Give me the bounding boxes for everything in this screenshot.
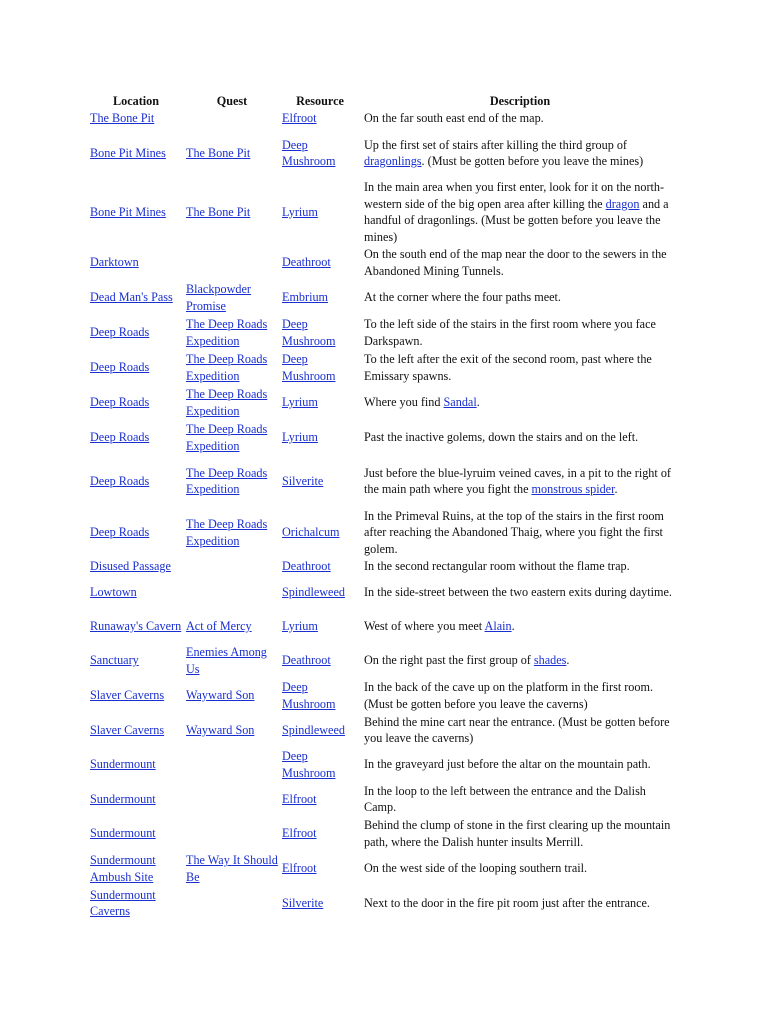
table-header-row bbox=[88, 93, 680, 110]
location-cell bbox=[88, 575, 184, 609]
location-cell bbox=[88, 782, 184, 816]
table-row bbox=[88, 678, 680, 713]
location-cell bbox=[88, 558, 184, 575]
header-description: Description bbox=[489, 94, 551, 109]
resource-link[interactable]: Silverite bbox=[282, 473, 324, 488]
resource-cell bbox=[280, 507, 360, 558]
location-cell bbox=[88, 385, 184, 420]
quest-cell bbox=[184, 886, 280, 920]
quest-cell bbox=[184, 127, 280, 179]
resource-link[interactable]: Deep Mushroom bbox=[282, 137, 336, 168]
table-row bbox=[88, 455, 680, 507]
resource-cell bbox=[280, 420, 360, 455]
description-text: To the left after the exit of the second room, past where the Emissary spawns. bbox=[364, 352, 652, 383]
quest-link[interactable]: Act of Mercy bbox=[186, 618, 252, 633]
description-text: . bbox=[614, 482, 618, 496]
location-link[interactable]: Darktown bbox=[90, 255, 139, 270]
table-row bbox=[88, 575, 680, 609]
resource-cell bbox=[280, 782, 360, 816]
description-link[interactable]: Sandal bbox=[443, 395, 477, 410]
location-link[interactable]: Slaver Caverns bbox=[90, 688, 165, 703]
description-text: In the Primeval Ruins, at the top of the stairs in the first room after reaching the Abandoned Thaig, where you fight the first golem. bbox=[364, 508, 664, 556]
location-link[interactable]: Sundermount bbox=[90, 826, 156, 841]
location-cell bbox=[88, 747, 184, 782]
resource-cell bbox=[280, 678, 360, 713]
table-row bbox=[88, 315, 680, 350]
resource-link[interactable]: Deathroot bbox=[282, 255, 331, 270]
resource-cell bbox=[280, 747, 360, 782]
quest-cell bbox=[184, 575, 280, 609]
quest-link[interactable]: The Deep Roads Expedition bbox=[186, 317, 268, 348]
table-row bbox=[88, 713, 680, 747]
resource-cell bbox=[280, 851, 360, 886]
location-link[interactable]: Sundermount bbox=[90, 791, 156, 806]
table-row bbox=[88, 558, 680, 575]
header-location: Location bbox=[112, 94, 160, 109]
description-cell bbox=[360, 643, 680, 678]
quest-link[interactable]: Wayward Son bbox=[186, 688, 255, 703]
description-cell bbox=[360, 385, 680, 420]
location-link[interactable]: Deep Roads bbox=[90, 525, 150, 540]
description-text: On the far south east end of the map. bbox=[364, 111, 544, 126]
resource-cell bbox=[280, 280, 360, 315]
description-link[interactable]: Alain bbox=[484, 618, 512, 633]
description-text: On the right past the first group of bbox=[364, 653, 534, 668]
description-text: . bbox=[476, 395, 480, 410]
resource-link[interactable]: Spindleweed bbox=[282, 722, 345, 737]
location-cell bbox=[88, 280, 184, 315]
description-cell bbox=[360, 179, 680, 245]
description-text: Next to the door in the fire pit room just after the entrance. bbox=[364, 895, 650, 910]
description-cell bbox=[360, 747, 680, 782]
description-cell bbox=[360, 713, 680, 747]
description-text: In the second rectangular room without the flame trap. bbox=[364, 559, 630, 574]
quest-cell bbox=[184, 643, 280, 678]
location-cell bbox=[88, 245, 184, 280]
resource-link[interactable]: Deathroot bbox=[282, 653, 331, 668]
herb-location-table-wrapper bbox=[88, 93, 680, 920]
quest-cell bbox=[184, 816, 280, 851]
description-text: In the loop to the left between the entrance and the Dalish Camp. bbox=[364, 783, 646, 814]
resource-cell bbox=[280, 643, 360, 678]
resource-link[interactable]: Lyrium bbox=[282, 618, 318, 633]
location-cell bbox=[88, 127, 184, 179]
location-cell bbox=[88, 420, 184, 455]
resource-link[interactable]: Elfroot bbox=[282, 111, 317, 126]
resource-link[interactable]: Elfroot bbox=[282, 791, 317, 806]
description-text: Behind the mine cart near the entrance. (Must be gotten before you leave the caverns) bbox=[364, 714, 670, 745]
quest-link[interactable]: Enemies Among Us bbox=[186, 645, 267, 676]
quest-cell bbox=[184, 350, 280, 385]
location-cell bbox=[88, 609, 184, 643]
description-text: On the west side of the looping southern trail. bbox=[364, 861, 588, 876]
table-row bbox=[88, 886, 680, 920]
header-quest: Quest bbox=[216, 94, 248, 109]
location-cell bbox=[88, 816, 184, 851]
table-row bbox=[88, 127, 680, 179]
quest-cell bbox=[184, 420, 280, 455]
location-link[interactable]: Sundermount Ambush Site bbox=[90, 853, 156, 884]
description-text: West of where you meet bbox=[364, 618, 485, 633]
location-cell bbox=[88, 678, 184, 713]
description-text: Just before the blue-lyruim veined caves, in a pit to the right of the main path where you fight the bbox=[364, 465, 671, 496]
description-text: and a handful of dragonlings. (Must be gotten before you leave the mines) bbox=[364, 196, 669, 244]
description-cell bbox=[360, 558, 680, 575]
quest-cell bbox=[184, 747, 280, 782]
location-link[interactable]: Deep Roads bbox=[90, 430, 150, 445]
description-cell bbox=[360, 575, 680, 609]
quest-link[interactable]: The Way It Should Be bbox=[186, 853, 278, 884]
description-text: To the left side of the stairs in the first room where you face Darkspawn. bbox=[364, 317, 656, 348]
resource-link[interactable]: Embrium bbox=[282, 290, 329, 305]
quest-cell bbox=[184, 280, 280, 315]
quest-cell bbox=[184, 455, 280, 507]
quest-link[interactable]: Blackpowder Promise bbox=[186, 282, 251, 313]
quest-cell bbox=[184, 315, 280, 350]
table-row bbox=[88, 816, 680, 851]
table-row bbox=[88, 179, 680, 245]
description-cell bbox=[360, 816, 680, 851]
location-link[interactable]: Sundermount bbox=[90, 757, 156, 772]
table-row bbox=[88, 851, 680, 886]
description-cell bbox=[360, 455, 680, 507]
resource-cell bbox=[280, 245, 360, 280]
location-link[interactable]: Bone Pit Mines bbox=[90, 204, 166, 219]
description-cell bbox=[360, 678, 680, 713]
resource-link[interactable]: Elfroot bbox=[282, 861, 317, 876]
quest-link[interactable]: The Bone Pit bbox=[186, 204, 251, 219]
resource-link[interactable]: Deep Mushroom bbox=[282, 680, 336, 711]
table-row bbox=[88, 350, 680, 385]
quest-link[interactable]: The Deep Roads Expedition bbox=[186, 517, 268, 548]
description-cell bbox=[360, 886, 680, 920]
description-text: In the graveyard just before the altar on the mountain path. bbox=[364, 757, 651, 772]
location-link[interactable]: Lowtown bbox=[90, 584, 137, 599]
description-text: . (Must be gotten before you leave the mines) bbox=[421, 154, 644, 168]
location-link[interactable]: Deep Roads bbox=[90, 473, 150, 488]
location-link[interactable]: Runaway's Cavern bbox=[90, 618, 182, 633]
location-cell bbox=[88, 643, 184, 678]
quest-cell bbox=[184, 385, 280, 420]
quest-link[interactable]: The Deep Roads Expedition bbox=[186, 387, 268, 418]
description-link[interactable]: shades bbox=[533, 653, 567, 668]
resource-cell bbox=[280, 575, 360, 609]
description-text: . bbox=[566, 653, 570, 668]
table-body bbox=[88, 110, 680, 920]
resource-cell bbox=[280, 385, 360, 420]
quest-cell bbox=[184, 507, 280, 558]
quest-cell bbox=[184, 558, 280, 575]
quest-link[interactable]: The Bone Pit bbox=[186, 145, 251, 160]
resource-cell bbox=[280, 609, 360, 643]
location-link[interactable]: Sundermount Caverns bbox=[90, 887, 156, 918]
table-row bbox=[88, 643, 680, 678]
quest-cell bbox=[184, 851, 280, 886]
table-row bbox=[88, 385, 680, 420]
resource-cell bbox=[280, 110, 360, 127]
quest-cell bbox=[184, 609, 280, 643]
description-text: In the main area when you first enter, look for it on the north- western side of the big open area after killing the bbox=[364, 180, 665, 211]
table-row bbox=[88, 245, 680, 280]
table-row bbox=[88, 420, 680, 455]
location-link[interactable]: Slaver Caverns bbox=[90, 722, 165, 737]
table-row bbox=[88, 507, 680, 558]
resource-link[interactable]: Deep Mushroom bbox=[282, 317, 336, 348]
resource-cell bbox=[280, 886, 360, 920]
location-cell bbox=[88, 455, 184, 507]
resource-cell bbox=[280, 455, 360, 507]
quest-cell bbox=[184, 110, 280, 127]
quest-link[interactable]: Wayward Son bbox=[186, 722, 255, 737]
description-cell bbox=[360, 782, 680, 816]
header-resource: Resource bbox=[296, 94, 344, 109]
description-text: In the back of the cave up on the platform in the first room. (Must be gotten before you leave the caverns) bbox=[364, 680, 654, 711]
quest-cell bbox=[184, 782, 280, 816]
quest-cell bbox=[184, 179, 280, 245]
resource-link[interactable]: Orichalcum bbox=[282, 525, 340, 540]
resource-cell bbox=[280, 816, 360, 851]
resource-link[interactable]: Deathroot bbox=[282, 559, 331, 574]
quest-link[interactable]: The Deep Roads Expedition bbox=[186, 422, 268, 453]
location-link[interactable]: Bone Pit Mines bbox=[90, 145, 166, 160]
resource-link[interactable]: Elfroot bbox=[282, 826, 317, 841]
description-text: In the side-street between the two eastern exits during daytime. bbox=[364, 584, 672, 599]
description-link[interactable]: dragon bbox=[605, 196, 640, 211]
description-cell bbox=[360, 110, 680, 127]
location-link[interactable]: Sanctuary bbox=[90, 653, 139, 668]
description-cell bbox=[360, 350, 680, 385]
resource-link[interactable]: Lyrium bbox=[282, 430, 318, 445]
location-cell bbox=[88, 350, 184, 385]
location-link[interactable]: Deep Roads bbox=[90, 360, 150, 375]
location-link[interactable]: Deep Roads bbox=[90, 395, 150, 410]
location-cell bbox=[88, 851, 184, 886]
location-link[interactable]: The Bone Pit bbox=[90, 111, 155, 126]
quest-cell bbox=[184, 245, 280, 280]
description-text: Up the first set of stairs after killing the third group of bbox=[364, 137, 627, 152]
table-row bbox=[88, 110, 680, 127]
description-text: Past the inactive golems, down the stairs and on the left. bbox=[364, 430, 639, 445]
description-cell bbox=[360, 420, 680, 455]
location-link[interactable]: Deep Roads bbox=[90, 325, 150, 340]
resource-link[interactable]: Deep Mushroom bbox=[282, 749, 336, 780]
location-link[interactable]: Disused Passage bbox=[90, 559, 171, 574]
table-row bbox=[88, 280, 680, 315]
location-cell bbox=[88, 713, 184, 747]
location-cell bbox=[88, 507, 184, 558]
resource-cell bbox=[280, 127, 360, 179]
resource-cell bbox=[280, 350, 360, 385]
resource-link[interactable]: Silverite bbox=[282, 895, 324, 910]
resource-cell bbox=[280, 315, 360, 350]
resource-cell bbox=[280, 558, 360, 575]
description-cell bbox=[360, 315, 680, 350]
quest-cell bbox=[184, 713, 280, 747]
quest-link[interactable]: The Deep Roads Expedition bbox=[186, 352, 268, 383]
resource-link[interactable]: Spindleweed bbox=[282, 584, 345, 599]
description-cell bbox=[360, 609, 680, 643]
resource-link[interactable]: Lyrium bbox=[282, 204, 318, 219]
description-text: . bbox=[511, 618, 515, 633]
description-text: At the corner where the four paths meet. bbox=[364, 290, 561, 305]
description-text: On the south end of the map near the door to the sewers in the Abandoned Mining Tunnels. bbox=[364, 247, 667, 278]
location-link[interactable]: Dead Man's Pass bbox=[90, 290, 173, 305]
description-cell bbox=[360, 245, 680, 280]
description-cell bbox=[360, 507, 680, 558]
quest-link[interactable]: The Deep Roads Expedition bbox=[186, 465, 268, 496]
resource-link[interactable]: Lyrium bbox=[282, 395, 318, 410]
location-cell bbox=[88, 110, 184, 127]
description-cell bbox=[360, 280, 680, 315]
location-cell bbox=[88, 179, 184, 245]
location-cell bbox=[88, 886, 184, 920]
table-row bbox=[88, 609, 680, 643]
description-cell bbox=[360, 851, 680, 886]
quest-cell bbox=[184, 678, 280, 713]
description-link[interactable]: monstrous spider bbox=[531, 482, 615, 496]
description-text: Behind the clump of stone in the first clearing up the mountain path, where the Dalish hunter insults Merrill. bbox=[364, 818, 671, 849]
table-row bbox=[88, 747, 680, 782]
table-row bbox=[88, 782, 680, 816]
description-text: Where you find bbox=[364, 395, 444, 410]
resource-cell bbox=[280, 179, 360, 245]
resource-table bbox=[88, 93, 680, 920]
resource-link[interactable]: Deep Mushroom bbox=[282, 352, 336, 383]
description-cell bbox=[360, 127, 680, 179]
location-cell bbox=[88, 315, 184, 350]
resource-cell bbox=[280, 713, 360, 747]
description-link[interactable]: dragonlings bbox=[364, 154, 422, 168]
